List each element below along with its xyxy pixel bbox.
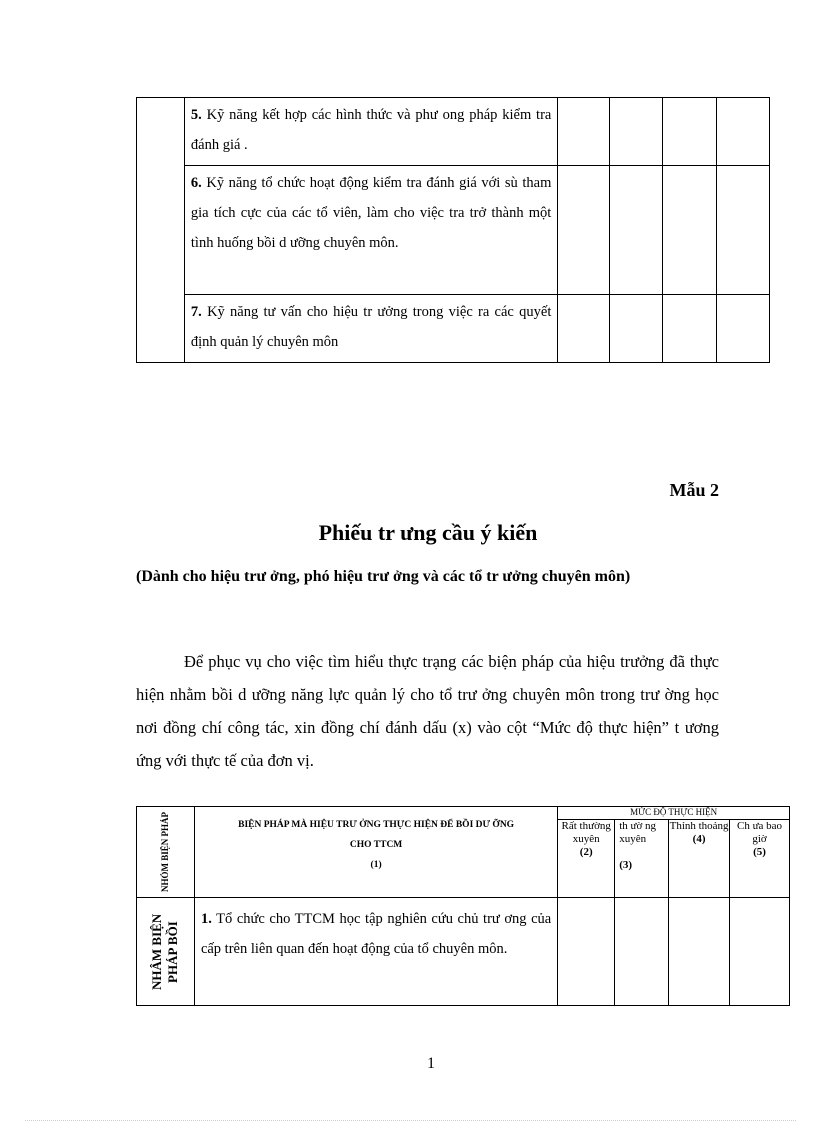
table-row — [137, 166, 770, 295]
form-label: Mẫu 2 — [669, 480, 719, 500]
row-number: 6. — [190, 175, 202, 191]
measure-header: BIỆN PHÁP MÀ HIỆU TRƯ ỞNG THỰC HIỆN ĐỂ BỒI DƯ ỠNG CHO TTCM (1) — [194, 807, 557, 898]
survey-table — [136, 806, 790, 1006]
row-number: 7. — [190, 304, 202, 320]
group-cell — [137, 98, 185, 363]
table-row — [137, 98, 770, 166]
check-cell[interactable] — [663, 295, 717, 363]
check-cell[interactable] — [558, 98, 610, 166]
level-header: MỨC ĐỘ THỰC HIỆN — [558, 807, 790, 820]
group-cell — [137, 898, 195, 1006]
check-cell[interactable] — [610, 98, 663, 166]
check-cell[interactable] — [610, 166, 663, 295]
row-text: Tổ chức cho TTCM học tập nghiên cứu chủ trư ơng của cấp trên liên quan đến hoạt động của tổ chuyên môn. — [200, 911, 552, 957]
check-cell[interactable] — [669, 898, 730, 1006]
row-text: Kỹ năng tổ chức hoạt động kiểm tra đánh giá với sù tham gia tích cực của các tổ viên, làm cho việc tra trở thành một tình huống bồi d ưỡng chuyên môn. — [190, 175, 552, 251]
footer-divider — [25, 1120, 796, 1121]
level-col: Rất thường xuyên (2) — [558, 820, 615, 898]
level-col: Ch ưa bao giờ (5) — [730, 820, 790, 898]
group-header-text: NHÓM BIỆN PHÁP — [160, 812, 171, 892]
row-text: Kỹ năng tư vấn cho hiệu tr ưởng trong việc ra các quyết định quản lý chuyên môn — [190, 304, 552, 350]
table-row — [137, 898, 790, 1006]
level-col: th ườ ng xuyên (3) — [615, 820, 669, 898]
check-cell[interactable] — [663, 98, 717, 166]
check-cell[interactable] — [615, 898, 669, 1006]
check-cell[interactable] — [717, 98, 770, 166]
table-row — [137, 295, 770, 363]
check-cell[interactable] — [558, 295, 610, 363]
group-header — [137, 807, 195, 898]
check-cell[interactable] — [717, 295, 770, 363]
level-col: Thỉnh thoảng (4) — [669, 820, 730, 898]
row-text: Kỹ năng kết hợp các hình thức và phư ong pháp kiểm tra đánh giá . — [190, 107, 552, 153]
check-cell[interactable] — [730, 898, 790, 1006]
page-number: 1 — [427, 1055, 435, 1072]
check-cell[interactable] — [717, 166, 770, 295]
check-cell[interactable] — [558, 898, 615, 1006]
intro-paragraph: Để phục vụ cho việc tìm hiểu thực trạng các biện pháp của hiệu trưởng đã thực hiện nhằm bồi d ưỡng năng lực quản lý cho tổ trư ởng chuyên môn trong trư ờng học nơi đồng chí công tác, xin đồng chí đánh dấu (x) vào cột “Mức độ thực hiện” t ương ứng với thực tế của đơn vị. — [136, 652, 719, 770]
page-title: Phiếu tr ưng cầu ý kiến — [318, 520, 538, 545]
group-label: NHÂM BIỆN PHÁP BỒI — [149, 913, 181, 990]
subtitle: (Dành cho hiệu trư ởng, phó hiệu trư ởng và các tổ tr ưởng chuyên môn) — [136, 568, 631, 585]
check-cell[interactable] — [558, 166, 610, 295]
skills-table — [136, 97, 770, 363]
check-cell[interactable] — [610, 295, 663, 363]
row-number: 1. — [200, 911, 212, 927]
row-number: 5. — [190, 107, 202, 123]
check-cell[interactable] — [663, 166, 717, 295]
